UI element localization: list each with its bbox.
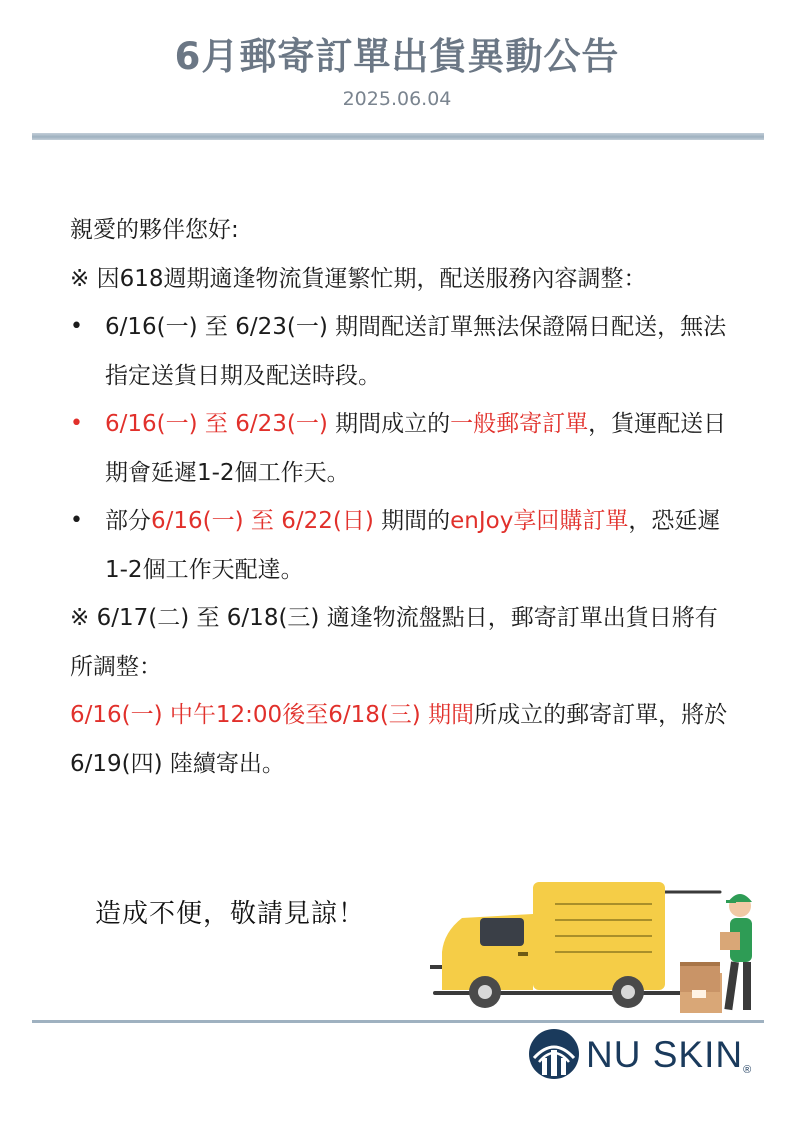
bullet-2-text-b: ，貨運配送日期會延遲1-2個工作天。 (105, 411, 727, 486)
bullet-2-order-type: 一般郵寄訂單 (450, 411, 589, 437)
bullet-3-text-a: 部分 (105, 508, 151, 534)
brand-text: NU SKIN (586, 1034, 744, 1075)
header-divider (32, 133, 764, 140)
footer-divider (32, 1020, 764, 1023)
bullet-3-date: 6/16(一) 至 6/22(日) (151, 508, 374, 534)
bullet-2-date: 6/16(一) 至 6/23(一) (105, 411, 328, 437)
announcement-body (70, 206, 730, 788)
bullet-marker: • (70, 314, 83, 339)
notice-2: ※ 6/17(二) 至 6/18(三) 適逢物流盤點日，郵寄訂單出貨日將有所調整： (70, 605, 718, 680)
bullet-2-text-a: 期間成立的 (327, 411, 451, 437)
list-item (70, 497, 730, 594)
page-title: 6月郵寄訂單出貨異動公告 (174, 35, 620, 78)
bullet-marker: • (70, 508, 83, 533)
bullet-3-text-c: ，恐延遲1-2個工作天配達。 (105, 508, 721, 583)
notice-3-text: 所成立的郵寄訂單，將於6/19(四) 陸續寄出。 (70, 702, 728, 777)
bullet-3-text-b: 期間的 (373, 508, 451, 534)
bullet-1-text: 6/16(一) 至 6/23(一) 期間配送訂單無法保證隔日配送，無法指定送貨日期及配送時段。 (105, 314, 727, 389)
nu-skin-logo (528, 1028, 768, 1084)
bullet-marker: • (70, 411, 83, 436)
notice-3 (70, 691, 730, 788)
notice-1: ※ 因618週期適逢物流貨運繁忙期，配送服務內容調整： (70, 265, 647, 292)
registered-mark: ® (743, 1064, 753, 1076)
greeting: 親愛的夥伴您好: (70, 217, 239, 243)
bullet-3-order-type: enJoy享回購訂單 (450, 508, 629, 534)
delivery-truck-illustration (430, 870, 765, 1020)
nu-skin-emblem-icon (528, 1028, 580, 1080)
list-item (70, 400, 730, 497)
closing-message: 造成不便，敬請見諒！ (95, 899, 366, 929)
list-item (70, 303, 730, 400)
brand-name (586, 1034, 752, 1076)
publish-date: 2025.06.04 (342, 88, 452, 110)
bullet-list (70, 303, 730, 594)
notice-3-period: 6/16(一) 中午12:00後至6/18(三) 期間 (70, 702, 475, 728)
